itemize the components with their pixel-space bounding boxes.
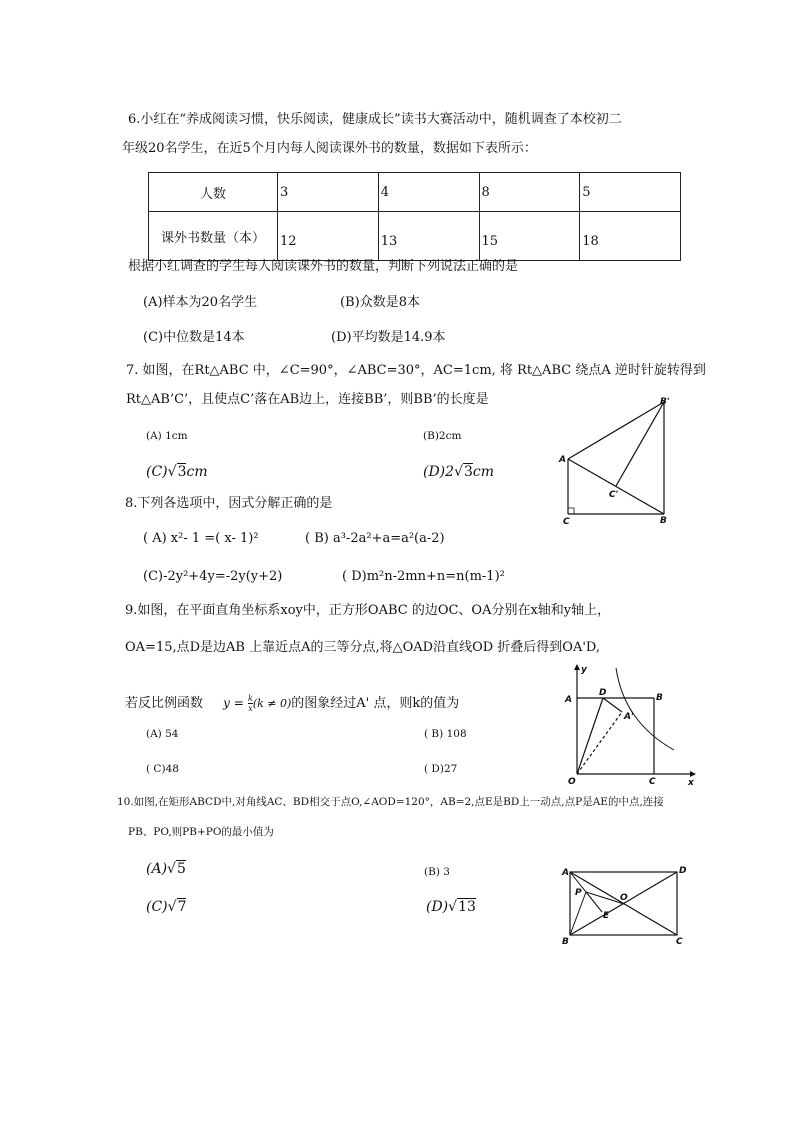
table-cell: 8 (479, 173, 580, 212)
q6-option-c: (C)中位数是14本 (143, 330, 245, 345)
q10-option-a: (A)√5 (146, 861, 186, 877)
q9-option-a: (A) 54 (146, 728, 179, 740)
label-A: A (559, 455, 566, 465)
label-A-prime: A' (624, 712, 634, 722)
q9-option-c: ( C)48 (146, 763, 179, 775)
table-cell: 15 (479, 212, 580, 261)
q8-option-b: ( B) a³-2a²+a=a²(a-2) (305, 531, 445, 546)
q7-option-b: (B)2cm (423, 430, 462, 442)
q6-line1: 6.小红在“养成阅读习惯，快乐阅读，健康成长”读书大赛活动中，随机调查了本校初二 (128, 112, 622, 127)
q7-line1: 7. 如图，在Rt△ABC 中，∠C=90°，∠ABC=30°，AC=1cm, 将 Rt△ABC 绕点A 逆时针旋转得到 (126, 363, 706, 378)
label-O: O (568, 777, 576, 787)
table-cell: 18 (580, 212, 681, 261)
q9-line1: 9.如图，在平面直角坐标系xoy中，正方形OABC 的边OC、OA分别在x轴和y轴上， (125, 603, 611, 618)
q6-line2: 年级20名学生，在近5个月内每人阅读课外书的数量，数据如下表所示： (122, 141, 537, 156)
q7-triangle-figure (556, 396, 686, 531)
label-E: E (603, 911, 610, 921)
table-header-people: 人数 (149, 173, 278, 212)
table-cell: 5 (580, 173, 681, 212)
q6-data-table (148, 172, 681, 261)
label-B: B (562, 937, 569, 947)
q6-question: 根据小红调查的学生每人阅读课外书的数量，判断下列说法正确的是 (128, 259, 519, 274)
label-C: C (563, 517, 570, 527)
label-D: D (679, 866, 687, 876)
label-B-prime: B' (660, 397, 670, 407)
label-A: A (565, 695, 572, 705)
q8-option-d: ( D)m²n-2mn+n=n(m-1)² (342, 569, 505, 584)
q6-option-d: (D)平均数是14.9本 (331, 330, 446, 345)
table-header-books: 课外书数量（本） (149, 212, 278, 261)
label-C-prime: C' (609, 490, 619, 500)
q7-line2: Rt△AB’C’，且使点C’落在AB边上，连接BB’，则BB’的长度是 (126, 392, 489, 407)
label-B: B (660, 516, 667, 526)
q8-line1: 8.下列各选项中，因式分解正确的是 (125, 496, 333, 511)
q9-coordinate-figure (562, 662, 702, 790)
label-B: B (656, 693, 663, 703)
table-cell: 12 (278, 212, 379, 261)
label-D: D (599, 688, 607, 698)
q9-line3: 若反比例函数 y = $\frac{k}{x}$ (k ≠ 0)的图象经过A' 点，则k的值为 (125, 694, 460, 713)
q8-option-a: ( A) x²- 1 =( x- 1)² (143, 531, 259, 546)
q9-line2: OA=15,点D是边AB 上靠近点A的三等分点,将△OAD沿直线OD 折叠后得到OA'D, (125, 640, 601, 655)
table-cell: 4 (378, 173, 479, 212)
q7-option-c: (C)√3cm (146, 464, 208, 480)
q10-rectangle-figure (558, 860, 692, 948)
label-A: A (562, 868, 569, 878)
q9-option-b: ( B) 108 (424, 728, 467, 740)
q6-option-b: (B)众数是8本 (340, 295, 420, 310)
label-C: C (649, 777, 656, 787)
q10-line1: 10.如图,在矩形ABCD中,对角线AC、BD相交于点O,∠AOD=120°，AB=2,点E是BD上一动点,点P是AE的中点,连接 (117, 796, 664, 808)
q10-line2: PB、PO,则PB+PO的最小值为 (128, 826, 274, 838)
table-cell: 13 (378, 212, 479, 261)
table-cell: 3 (278, 173, 379, 212)
q8-option-c: (C)-2y²+4y=-2y(y+2) (143, 569, 283, 584)
q10-option-b: (B) 3 (424, 866, 450, 878)
label-O: O (620, 893, 628, 903)
q7-option-d: (D)2√3cm (423, 464, 495, 480)
label-x: x (688, 778, 694, 788)
q7-option-a: (A) 1cm (146, 430, 188, 442)
label-C: C (676, 937, 683, 947)
q6-option-a: (A)样本为20名学生 (143, 295, 258, 310)
q9-option-d: ( D)27 (424, 763, 458, 775)
q10-option-c: (C)√7 (146, 899, 187, 915)
label-P: P (575, 888, 582, 898)
label-y: y (581, 665, 587, 675)
q10-option-d: (D)√13 (426, 899, 476, 915)
table-row (149, 212, 681, 261)
table-row (149, 173, 681, 212)
